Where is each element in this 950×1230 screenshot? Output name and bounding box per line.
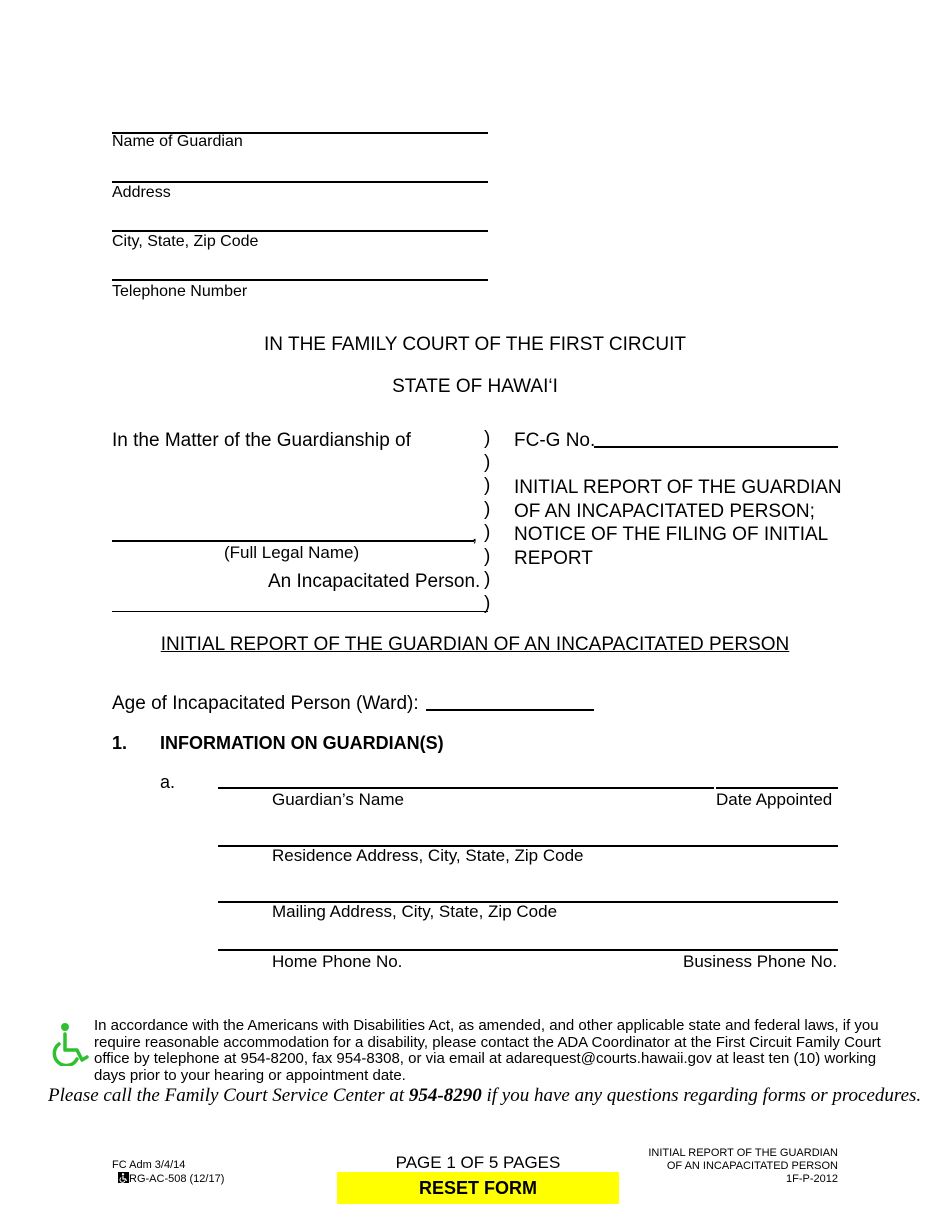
document-title-line: REPORT [514,547,593,569]
guardian-phone-input[interactable] [112,260,488,280]
residence-caption: Residence Address, City, State, Zip Code [272,846,584,865]
full-legal-name-label: (Full Legal Name) [224,543,360,562]
home-phone-caption: Home Phone No. [272,952,403,971]
court-state: STATE OF HAWAI‘I [392,376,558,397]
ward-age-line [426,709,594,711]
form-admin-date: FC Adm 3/4/14 [112,1159,186,1171]
caption-paren: ) [484,451,491,473]
residence-address-input[interactable] [218,824,838,846]
case-number-label: FC-G No. [514,430,596,451]
ada-notice-line: days prior to your hearing or appointment date. [94,1066,406,1084]
name-of-guardian-label: Name of Guardian [112,133,243,150]
footer-form-title-line: OF AN INCAPACITATED PERSON [666,1160,838,1172]
telephone-line [112,279,488,281]
guardian-name-input[interactable] [112,113,488,133]
footer-form-title [600,1147,838,1186]
item-letter: a. [160,772,176,792]
city-line [112,230,488,232]
ward-full-name-input[interactable] [112,518,474,540]
ada-notice-line: In accordance with the Americans with Disabilities Act, as amended, and other applicable state and federal laws, if you [94,1017,879,1034]
caption-bottom-line [112,611,488,612]
reset-form-button[interactable]: RESET FORM [337,1172,619,1204]
address-label: Address [112,184,171,201]
caption-paren: ) [484,522,491,543]
report-title: INITIAL REPORT OF THE GUARDIAN OF AN INCAPACITATED PERSON [160,634,790,655]
section-number: 1. [112,733,128,753]
footer-form-number: 1F-P-2012 [786,1173,838,1185]
matter-of-label: In the Matter of the Guardianship of [112,430,411,451]
caption-paren: ) [484,498,491,520]
document-title-line: INITIAL REPORT OF THE GUARDIAN [514,477,842,498]
document-title-line: OF AN INCAPACITATED PERSON; [514,500,815,522]
accessibility-small-icon [118,1172,129,1183]
document-title-line: NOTICE OF THE FILING OF INITIAL [514,524,829,545]
phone-line [218,949,838,951]
ward-age-label: Age of Incapacitated Person (Ward): [112,693,419,714]
telephone-label: Telephone Number [112,283,248,300]
mailing-address-input[interactable] [218,880,838,902]
caption-paren: ) [484,545,491,567]
full-name-line [112,540,474,542]
incapacitated-person-label: An Incapacitated Person. [268,571,481,592]
section-title: INFORMATION ON GUARDIAN(S) [160,733,444,753]
case-number-line [594,446,838,448]
address-line [112,181,488,183]
caption-paren: ) [484,592,491,614]
court-name: IN THE FAMILY COURT OF THE FIRST CIRCUIT [264,334,686,355]
date-appointed-input[interactable] [716,766,838,788]
business-phone-caption: Business Phone No. [683,952,838,971]
form-code: RG-AC-508 (12/17) [118,1172,224,1186]
date-appointed-line [716,787,838,789]
guardian-name-row-line [218,787,714,789]
city-state-zip-label: City, State, Zip Code [112,233,259,250]
service-center-notice: Please call the Family Court Service Center at 954-8290 if you have any questions regarding forms or procedures. [48,1085,922,1106]
ada-notice-line: office by telephone at 954-8200, fax 954-8308, or via email at adarequest@courts.hawaii.gov at least ten (10) working [94,1050,877,1067]
mailing-caption: Mailing Address, City, State, Zip Code [272,902,558,921]
guardian-full-name-input[interactable] [218,766,714,788]
date-appointed-caption: Date Appointed [716,790,833,809]
ward-age-input[interactable] [426,688,594,710]
service-center-phone: 954-8290 [408,1085,482,1106]
caption-paren: ) [484,428,491,449]
footer-form-title-line: INITIAL REPORT OF THE GUARDIAN [648,1147,838,1159]
accessibility-icon [50,1022,90,1066]
guardian-address-input[interactable] [112,162,488,182]
case-number-input[interactable] [594,425,838,447]
caption-paren: ) [484,475,491,496]
phone-numbers-input[interactable] [218,928,838,950]
ada-notice-line: require reasonable accommodation for a disability, please contact the ADA Coordinator at the First Circuit Family Court [94,1033,881,1051]
guardian-name-caption: Guardian’s Name [272,790,404,809]
caption-paren: ) [484,569,491,590]
full-name-comma: , [472,525,478,546]
page-indicator: PAGE 1 OF 5 PAGES [395,1153,561,1172]
guardian-city-input[interactable] [112,211,488,231]
